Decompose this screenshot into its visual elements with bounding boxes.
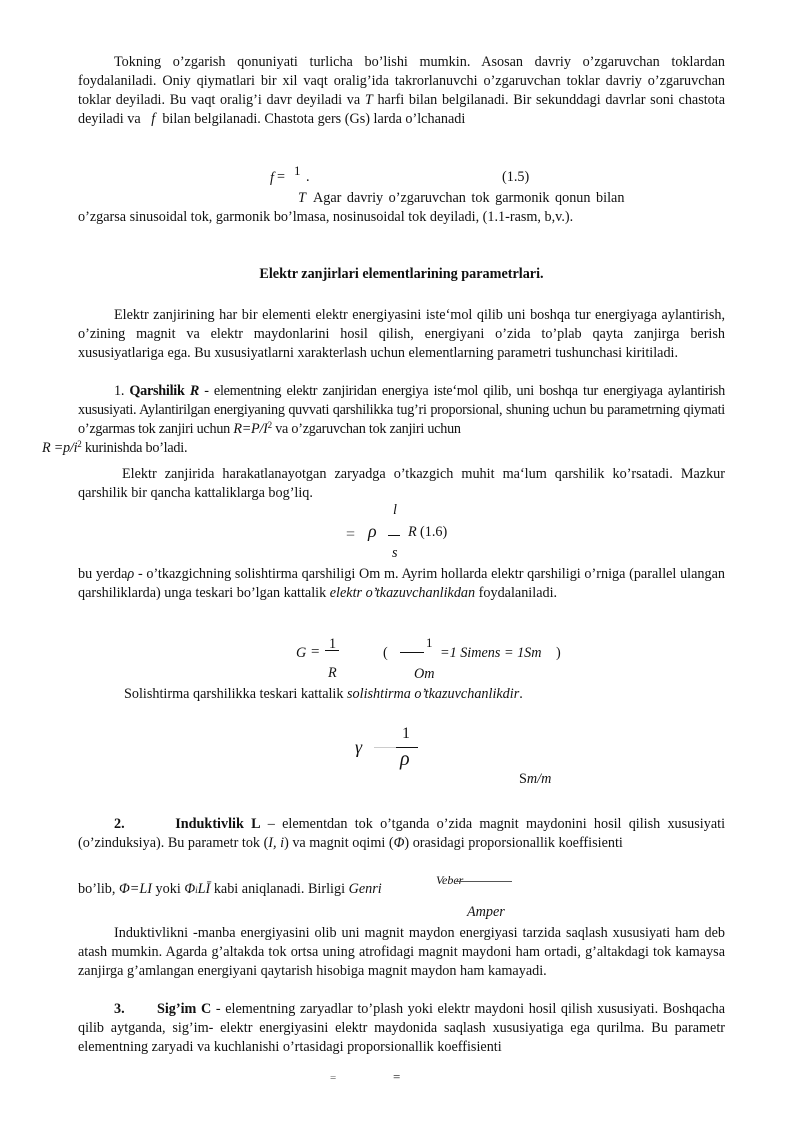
- eq16-eq: =: [346, 526, 356, 543]
- p6-text-a: bu yerda: [78, 566, 128, 582]
- p9-veber: Veber: [436, 873, 464, 887]
- eqG-rest: =1 Simens = 1Sm: [440, 645, 542, 661]
- p9-line: [78, 880, 382, 900]
- p1-text-b: harfi bilan belgilanadi. Bir sekunddagi davrlar soni chastota deyiladi va: [78, 92, 726, 127]
- eq16-R: R: [408, 524, 417, 540]
- eqGamma-unit: [519, 770, 551, 789]
- paragraph-8: [78, 815, 725, 853]
- p9-text-c: kabi aniqlanadi. Birligi: [213, 881, 346, 897]
- p4-bold: Qarshilik: [129, 383, 185, 399]
- p7-italic: solishtirma o’tkazuvchanlikdir: [347, 686, 520, 702]
- p1-text-c: bilan belgilanadi. Chastota gers (Gs) larda o’lchanadi: [162, 111, 466, 127]
- eqGamma-dash: [374, 747, 396, 748]
- p2-text-b: o’zgarsa sinusoidal tok, garmonik bo’lmasa, nosinusoidal tok deyiladi, (1.1-rasm, b,v.).: [78, 209, 574, 225]
- p11-bold: Sig’im C: [156, 1001, 212, 1017]
- p9-text-b: yoki: [155, 881, 181, 897]
- p4-num: 1.: [114, 383, 125, 399]
- eqG-open: (: [383, 645, 388, 661]
- eqG-close: ): [556, 645, 561, 661]
- eq15-dot: .: [306, 169, 310, 185]
- eq16-bottom: s: [392, 545, 398, 561]
- p9-amper: Amper: [467, 904, 505, 920]
- p4-text-c: kurinishda bo’ladi.: [84, 440, 188, 456]
- eq15-num: 1: [294, 163, 301, 178]
- paragraph-3: Elektr zanjirining har bir elementi elektr energiyasini iste‘mol qilib uni boshqa tur energiyaga aylantirish, o’zining magnit va elektr maydonlarini hosil qilish, energiyani o’zida to’plab qayta zanjirga berish xususiyatlariga ega. Bu xususiyatlarni xarakterlash uchun elementlarning parametri tushunchasi kiritiladi.: [78, 307, 725, 361]
- p9-italic: Genri: [348, 881, 382, 897]
- p11-num: 3.: [114, 1001, 125, 1017]
- p8-text-a: – elementdan tok o’tganda o’zida magnit maydonini hosil qilish xususiyati (o’zinduksiya). Bu parametr tok (: [78, 816, 726, 851]
- eqG-fraction-line-2: [400, 652, 424, 653]
- p6-text-b: - o’tkazgichning solishtirma qarshiligi Om m. Ayrim hollarda elektr qarshiligi o’rniga (parallel ulangan qarshiliklarda) unga teskari bo’lgan kattalik: [78, 566, 725, 601]
- eq16-rho: ρ: [368, 521, 377, 541]
- eqGamma-gamma: γ: [355, 737, 363, 757]
- p8-I: I, i: [268, 835, 285, 851]
- p8-text-b: ) va magnit oqimi (: [284, 835, 394, 851]
- eq16-fraction-line: [388, 535, 400, 536]
- p8-num: 2.: [114, 816, 125, 832]
- p2-text-a: Agar davriy o’zgaruvchan tok garmonik qonun bilan: [312, 190, 625, 206]
- eqG-eq: =: [311, 644, 320, 660]
- eqG-R: R: [328, 665, 337, 681]
- p4-sup-1: 2: [267, 420, 272, 430]
- p1-text: Tokning o’zgarish qonuniyati turlicha bo’lishi mumkin. Asosan davriy o’zgaruvchan toklardan foydalaniladi. Oniy qiymatlari bir xil vaqt oralig’ida takrorlanuvchi o’zgaruvchan toklar davriy o’zgaruvchan toklar deyiladi. Bu vaqt oralig’i davr deyiladi va: [78, 54, 725, 108]
- paragraph-7: [78, 685, 725, 704]
- p1-T: T: [364, 92, 373, 108]
- p9-formula-1: Φ=LI: [118, 881, 152, 897]
- paragraph-4: [42, 382, 725, 458]
- p4-text-b: va o’zgaruvchan tok zanjiri uchun: [275, 421, 461, 437]
- paragraph-10: Induktivlikni -manba energiyasini olib uni magnit maydon energiyasi tarzida saqlash xususiyati ham deb atash mumkin. Agarda g’altakda tok ortsa uning atrofidagi magnit maydoni ham ortadi, g’altakdagi tok kamaysa zanjirga g’amlangan energiyani qaytarish hisobiga magnit maydon ham kamayadi.: [78, 925, 725, 979]
- p1-f: f: [151, 111, 156, 127]
- p4-text-a: - elementning elektr zanjiridan energiya iste‘mol qilib, uni boshqa tur energiyaga aylantirish xususiyati. Aylantirilgan energiyaning quvvati qarshilikka tug’ri proporsional, shuning uchun bu parametrning qiymati o’zgarmas tok zanjiri uchun: [78, 383, 725, 437]
- p6-rho: ρ: [127, 566, 135, 582]
- p9-fraction-line: [456, 881, 512, 882]
- bottom-eq-1: =: [330, 1072, 337, 1084]
- eq15-label: (1.5): [502, 169, 530, 185]
- eqGamma-rho: ρ: [400, 748, 410, 770]
- bottom-eq-2: =: [393, 1069, 401, 1084]
- eqG-one2: 1: [426, 635, 433, 650]
- p9-text-a: bo’lib,: [78, 881, 116, 897]
- eqGamma-one: 1: [402, 725, 410, 742]
- paragraph-5: Elektr zanjirida harakatlanayotgan zaryadga o’tkazgich muhit ma‘lum qarshilik ko’rsatadi. Mazkur qarshilik bir qancha kattaliklarga bog’liq.: [78, 466, 725, 501]
- p8-Phi: Φ: [393, 835, 405, 851]
- p4-R: R: [189, 383, 200, 399]
- p6-text-c: foydalaniladi.: [478, 585, 558, 601]
- eq16-top: l: [393, 502, 397, 518]
- eq16-label: (1.6): [420, 524, 448, 540]
- p7-text-a: Solishtirma qarshilikka teskari kattalik: [124, 686, 344, 702]
- p11-text-a: - elementning zaryadlar to’plash yoki elektr maydoni hosil qilish xususiyati. Boshqacha qilib aytganda, sig’im- elektr energiyasini elektr maydonida saqlash xususiyatiga ega qurilma. Bu parametr elementning zaryadi va kuchlanishi o’rtasidagi proporsionallik koeffisienti: [78, 1001, 726, 1055]
- p8-bold: Induktivlik L: [175, 816, 261, 832]
- p8-text-c: ) orasidagi proporsionallik koeffisienti: [404, 835, 623, 851]
- p4-formula-1: R=P/I: [233, 421, 268, 437]
- eq15-eq: =: [277, 169, 286, 185]
- p9-formula-2b: i: [195, 885, 198, 895]
- eqG-G: G: [296, 645, 307, 661]
- eqG-Om: Om: [414, 666, 435, 682]
- eqG-fraction-line: [325, 650, 339, 651]
- eqGamma-unit-S: S: [519, 771, 527, 787]
- p9-formula-2c: LĪ: [197, 881, 211, 897]
- paragraph-2: [78, 189, 725, 227]
- p4-formula-2: R =p/i: [42, 440, 78, 456]
- p2-T: T: [298, 190, 306, 206]
- eqG-one: 1: [329, 636, 337, 652]
- eq15-lhs: f: [270, 170, 274, 186]
- p4-sup-2: 2: [77, 439, 82, 449]
- section-heading: Elektr zanjirlari elementlarining parametrlari.: [259, 266, 544, 282]
- paragraph-11: [78, 1000, 725, 1057]
- paragraph-6: [78, 565, 725, 603]
- paragraph-1: [78, 53, 725, 129]
- p9-formula-2: Φ: [184, 881, 196, 897]
- eqGamma-unit-rest: m/m: [526, 771, 552, 787]
- p6-italic: elektr o’tkazuvchanlikdan: [329, 585, 476, 601]
- p7-dot: .: [519, 686, 523, 702]
